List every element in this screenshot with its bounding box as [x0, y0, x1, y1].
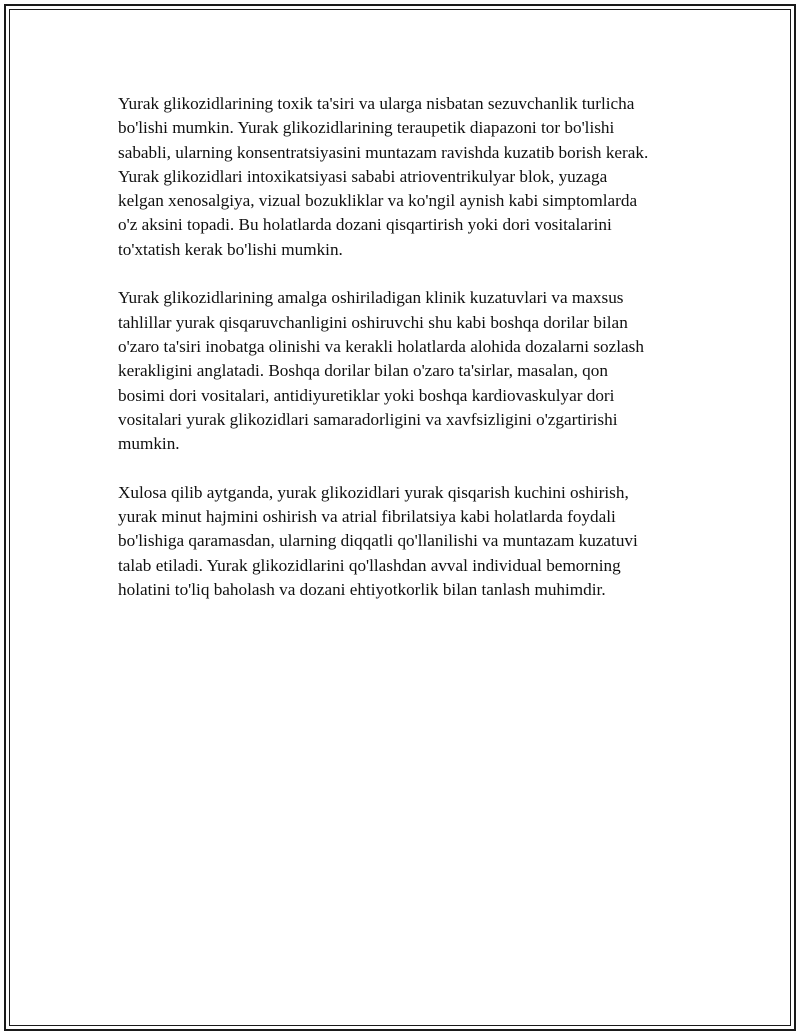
- paragraph-toxicity: [118, 92, 698, 262]
- text-line: kerakligini anglatadi. Boshqa dorilar bilan o'zaro ta'sirlar, masalan, qon: [118, 361, 608, 381]
- text-line: o'zaro ta'siri inobatga olinishi va kerakli holatlarda alohida dozalarni sozlash: [118, 336, 644, 356]
- text-line: sababli, ularning konsentratsiyasini muntazam ravishda kuzatib borish kerak.: [118, 142, 649, 162]
- text-line: bosimi dori vositalari, antidiyuretiklar yoki boshqa kardiovaskulyar dori: [118, 385, 615, 405]
- text-line: Xulosa qilib aytganda, yurak glikozidlari yurak qisqarish kuchini oshirish,: [118, 482, 629, 502]
- text-line: Yurak glikozidlarining amalga oshiriladigan klinik kuzatuvlari va maxsus: [118, 288, 624, 308]
- text-line: bo'lishiga qaramasdan, ularning diqqatli qo'llanilishi va muntazam kuzatuvi: [118, 531, 638, 551]
- text-line: holatini to'liq baholash va dozani ehtiyotkorlik bilan tanlash muhimdir.: [118, 579, 606, 599]
- text-line: tahlillar yurak qisqaruvchanligini oshiruvchi shu kabi boshqa dorilar bilan: [118, 312, 628, 332]
- text-line: Yurak glikozidlarining toxik ta'siri va ularga nisbatan sezuvchanlik turlicha: [118, 94, 635, 113]
- text-line: talab etiladi. Yurak glikozidlarini qo'llashdan avval individual bemorning: [118, 555, 621, 575]
- text-line: kelgan xenosalgiya, vizual bozukliklar va ko'ngil aynish kabi simptomlarda: [118, 191, 638, 211]
- paragraph-interactions: [118, 286, 698, 456]
- text-line: yurak minut hajmini oshirish va atrial fibrilatsiya kabi holatlarda foydali: [118, 507, 616, 527]
- text-line: vositalari yurak glikozidlari samaradorligini va xavfsizligini o'zgartirishi: [118, 409, 618, 429]
- text-line: o'z aksini topadi. Bu holatlarda dozani qisqartirish yoki dori vositalarini: [118, 215, 612, 235]
- text-line: bo'lishi mumkin. Yurak glikozidlarining teraupetik diapazoni tor bo'lishi: [118, 118, 615, 138]
- paragraph-conclusion: [118, 481, 698, 602]
- document-body: [118, 92, 698, 627]
- text-line: mumkin.: [118, 434, 180, 454]
- text-line: to'xtatish kerak bo'lishi mumkin.: [118, 239, 343, 259]
- text-line: Yurak glikozidlari intoxikatsiyasi sababi atrioventrikulyar blok, yuzaga: [118, 166, 608, 186]
